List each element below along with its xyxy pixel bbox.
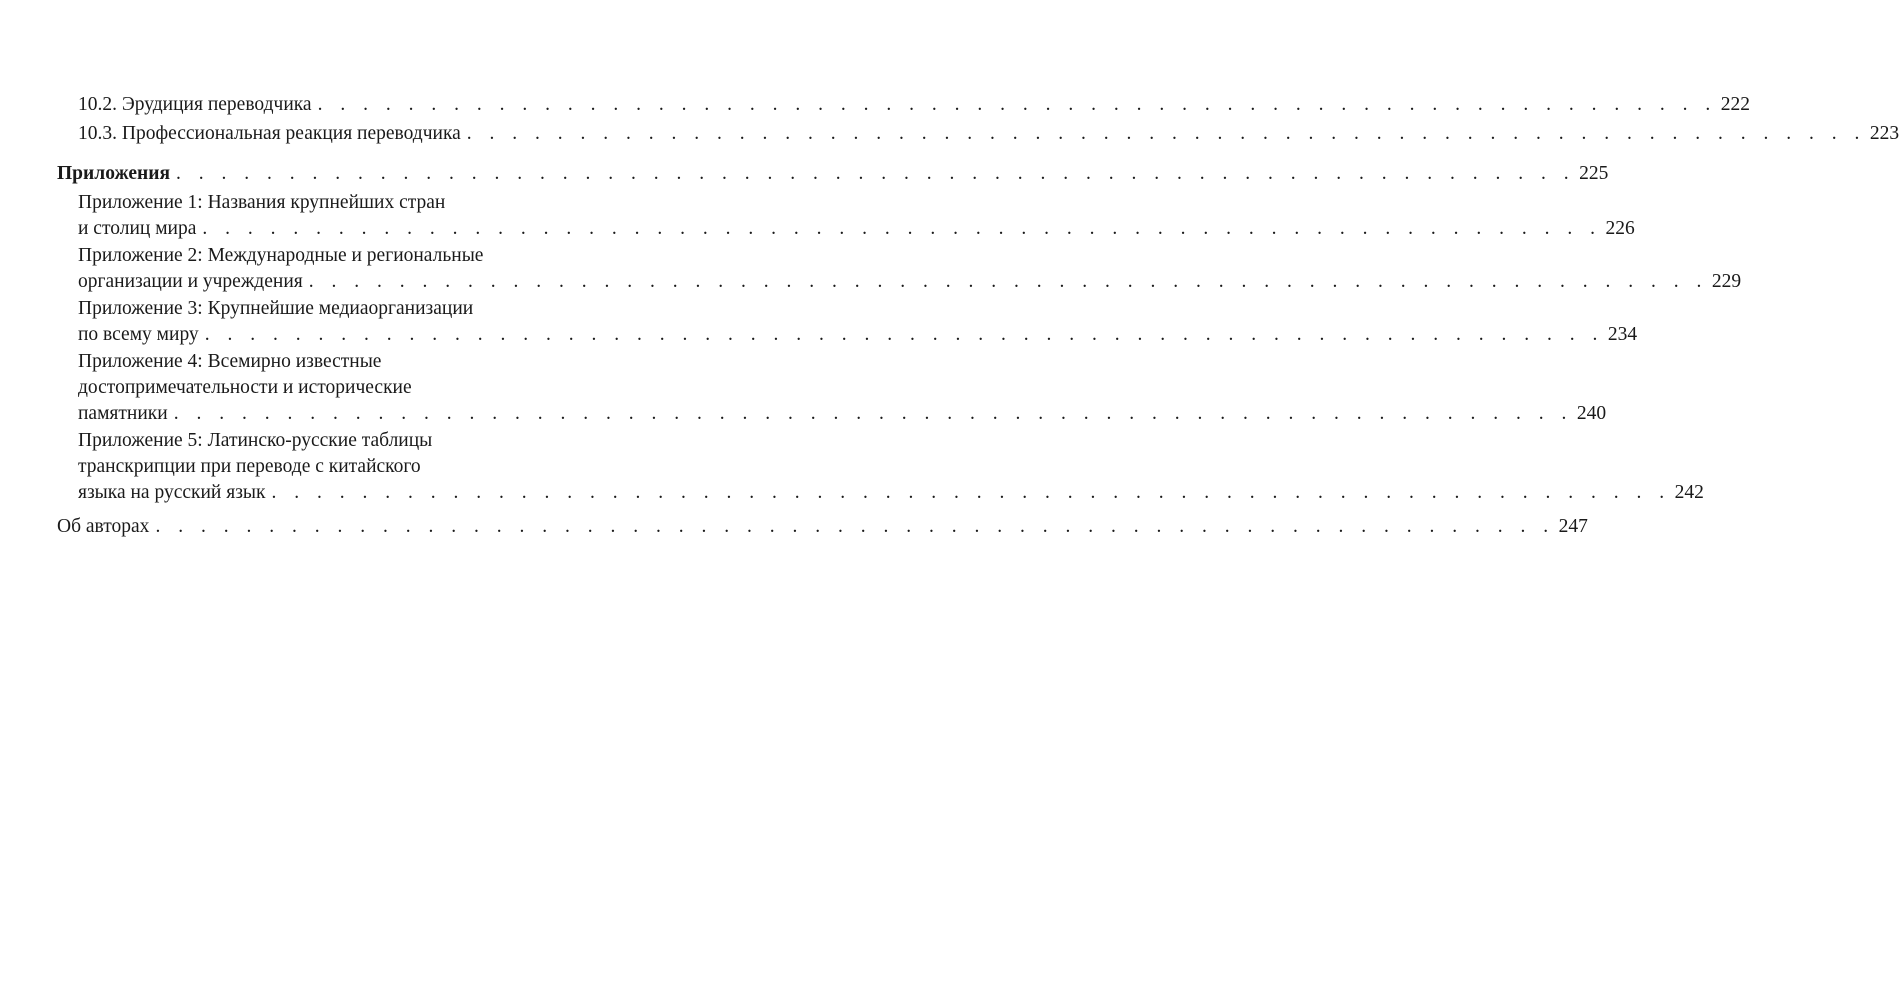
toc-entry-line: Приложение 4: Всемирно известные: [78, 351, 382, 372]
toc-entry-title: и столиц мира: [78, 218, 197, 239]
page-number: 226: [1605, 218, 1635, 239]
dot-leader: . . . . . . . . . . . . . . . . . . . . . . . . . . . . . . . . . . . . . . . . . . . . . . . . . . . . . . . . . . . . . .: [466, 123, 1866, 144]
page-number: 222: [1720, 94, 1750, 115]
page-number: 242: [1674, 482, 1704, 503]
toc-entry-line: Приложение 5: Латинско-русские таблицы: [78, 430, 433, 451]
toc-entry-line: [78, 92, 1750, 118]
toc-entry-line: транскрипции при переводе с китайского: [78, 456, 421, 477]
page-number: 240: [1576, 403, 1607, 424]
toc-entry-title: 10.2. Эрудиция переводчика: [78, 94, 312, 115]
dot-leader: . . . . . . . . . . . . . . . . . . . . . . . . . . . . . . . . . . . . . . . . . . . . . . . . . . . . . . . . . . . . . .: [271, 482, 1671, 503]
toc-entry-title: по всему миру: [78, 324, 199, 345]
page-number: 223: [1869, 123, 1899, 144]
dot-leader: . . . . . . . . . . . . . . . . . . . . . . . . . . . . . . . . . . . . . . . . . . . . . . . . . . . . . . . . . . . . . .: [317, 94, 1717, 115]
toc-entry-title: 10.3. Профессиональная реакция переводчика: [78, 123, 461, 144]
toc-entry-line: [78, 322, 1638, 348]
toc-entry-line: достопримечательности и исторические: [78, 377, 412, 398]
toc-entry-line: Приложение 3: Крупнейшие медиаорганизации: [78, 298, 474, 319]
dot-leader: . . . . . . . . . . . . . . . . . . . . . . . . . . . . . . . . . . . . . . . . . . . . . . . . . . . . . . . . . . . . . .: [202, 218, 1602, 239]
toc-entry-title: Об авторах: [57, 516, 150, 537]
dot-leader: . . . . . . . . . . . . . . . . . . . . . . . . . . . . . . . . . . . . . . . . . . . . . . . . . . . . . . . . . . . . . .: [173, 403, 1573, 424]
toc-entry-title: памятники: [78, 403, 168, 424]
page-number: 247: [1558, 516, 1588, 537]
toc-entry-title: языка на русский язык: [78, 482, 266, 503]
toc-entry-line: Приложение 2: Международные и региональные: [78, 245, 484, 266]
toc-entry-line: [78, 269, 1742, 295]
toc-entry-line: [78, 121, 1899, 147]
dot-leader: . . . . . . . . . . . . . . . . . . . . . . . . . . . . . . . . . . . . . . . . . . . . . . . . . . . . . . . . . . . . . .: [204, 324, 1604, 345]
dot-leader: . . . . . . . . . . . . . . . . . . . . . . . . . . . . . . . . . . . . . . . . . . . . . . . . . . . . . . . . . . . . . .: [308, 271, 1708, 292]
toc-section-title: Приложения: [57, 163, 171, 184]
toc-entry-line: [78, 216, 1635, 242]
dot-leader: . . . . . . . . . . . . . . . . . . . . . . . . . . . . . . . . . . . . . . . . . . . . . . . . . . . . . . . . . . . . . .: [155, 516, 1555, 537]
toc-entry-line: [57, 514, 1588, 540]
page-number: 229: [1711, 271, 1742, 292]
page-number: 234: [1607, 324, 1638, 345]
toc-entry-line: Приложение 1: Названия крупнейших стран: [78, 192, 446, 213]
dot-leader: . . . . . . . . . . . . . . . . . . . . . . . . . . . . . . . . . . . . . . . . . . . . . . . . . . . . . . . . . . . . . .: [176, 163, 1576, 184]
page-number: 225: [1579, 163, 1609, 184]
toc-entry-line: [57, 161, 1609, 187]
toc-entry-line: [78, 401, 1607, 427]
toc-entry-line: [78, 480, 1704, 506]
toc-entry-title: организации и учреждения: [78, 271, 303, 292]
